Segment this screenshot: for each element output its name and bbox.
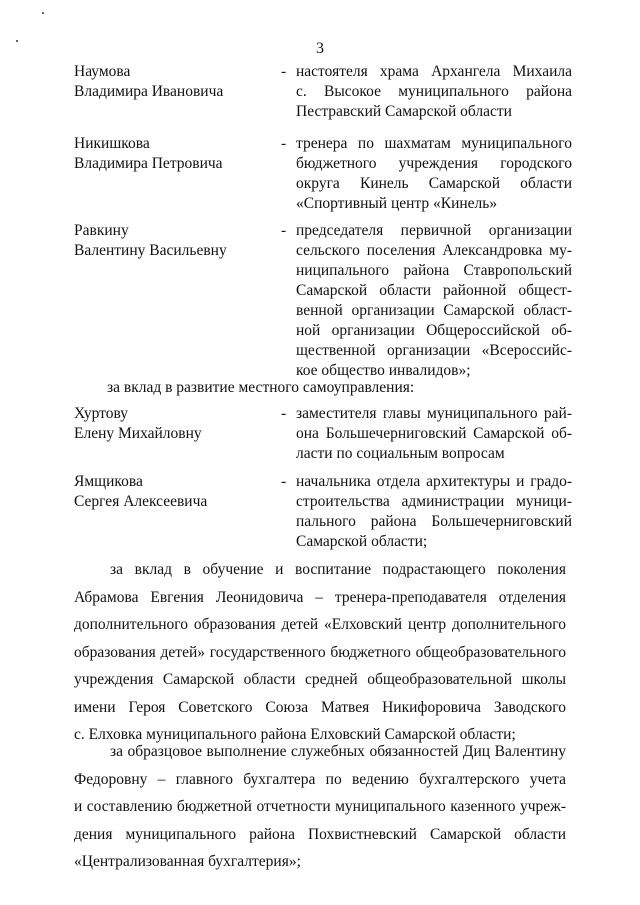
scan-speck [42,12,44,14]
separator-dash: - [281,135,287,152]
award-paragraph: за вклад в обучение и воспитание подрастающего поколения Абрамова Евгения Леонидовича – тренера-преподавателя отделения дополнительного образования детей «Елховский центр дополнительного образования детей» государственного бюджетного общеобразовательного учреждения Самарской области средней общеобразовательной школы имени Героя Советского Союза Матвея Никифоровича Заводского с. Елховка муниципального района Елховский Самарской области; [74,561,566,743]
awardee-name: Никишкова Владимира Петровича [74,135,223,172]
awardee-role: начальника отдела архитектуры и градо- строительства администрации муници- пального района Большечерниговский Самарской области; [296,473,572,550]
page-number: 3 [316,40,324,57]
separator-dash: - [281,473,287,490]
awardee-name: Равкину Валентину Васильевну [74,222,227,259]
section-heading: за вклад в развитие местного самоуправления: [107,379,415,396]
awardee-name: Наумова Владимира Ивановича [74,63,224,100]
separator-dash: - [281,63,287,80]
awardee-name: Ямщикова Сергея Алексеевича [74,473,208,510]
award-paragraph: за образцовое выполнение служебных обязанностей Диц Валентину Федоровну – главного бухгалтера по ведению бухгалтерского учета и составлению бюджетной отчетности муниципального казенного учреж- дения муниципального района Похвистневский Самарской области «Централизованная бухгалтерия»; [74,743,566,870]
awardee-role: настоятеля храма Архангела Михаила с. Высокое муниципального района Пестравский Самарской области [296,63,572,120]
separator-dash: - [281,222,287,239]
scan-speck [16,40,18,42]
awardee-role: тренера по шахматам муниципального бюджетного учреждения городского округа Кинель Самарской области «Спортивный центр «Кинель» [296,135,572,212]
awardee-role: председателя первичной организации сельского поселения Александровка му- ниципального района Ставропольский Самарской области районной общест- венной организации Самарской област- ной организации Общероссийской об- щественной организации «Всероссийс- кое общество инвалидов»; [296,222,572,379]
awardee-role: заместителя главы муниципального рай- она Большечерниговский Самарской об- ласти по социальным вопросам [296,405,572,462]
awardee-name: Хуртову Елену Михайловну [74,405,202,442]
separator-dash: - [281,405,287,422]
